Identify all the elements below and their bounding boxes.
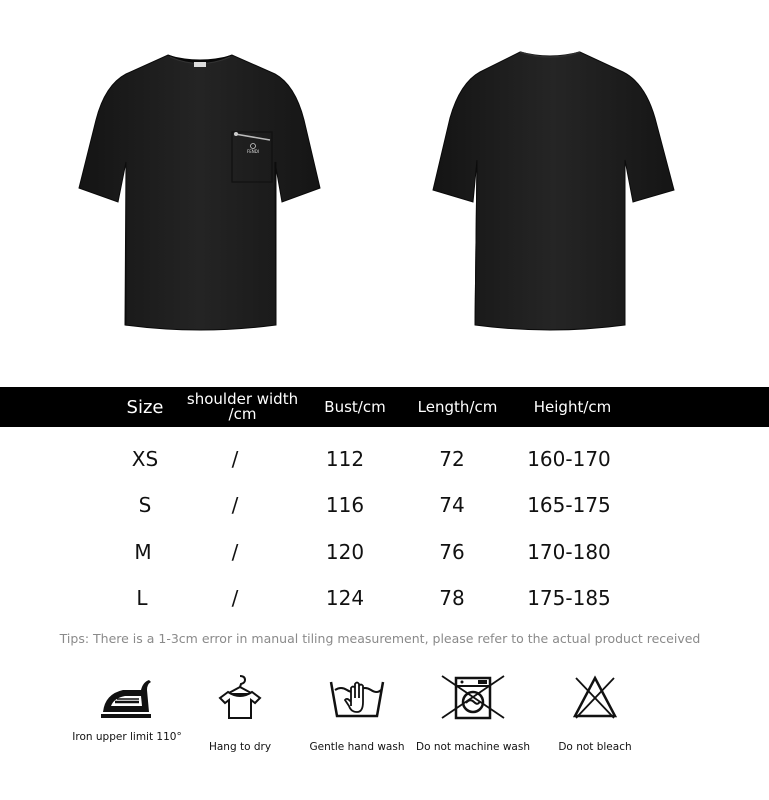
cell-shoulder: / — [231, 586, 239, 610]
iron-icon — [97, 672, 157, 720]
cell-bust: 112 — [325, 447, 365, 471]
care-label: Do not machine wash — [416, 741, 530, 753]
care-item-no-machine-wash — [413, 672, 533, 756]
cell-height: 160-170 — [527, 447, 611, 471]
pocket-logo: FENDI — [246, 149, 260, 154]
cell-length: 72 — [439, 447, 465, 471]
table-row — [0, 488, 769, 522]
care-item-hang-dry — [180, 672, 300, 756]
cell-length: 74 — [439, 493, 465, 517]
tshirt-back-image — [425, 40, 685, 340]
cell-size: S — [138, 493, 152, 517]
care-label: Iron upper limit 110° — [72, 731, 182, 743]
cell-shoulder: / — [231, 447, 239, 471]
size-table-header — [0, 387, 769, 427]
hang-dry-icon — [215, 672, 265, 722]
header-height: Height/cm — [533, 397, 612, 416]
cell-bust: 124 — [325, 586, 365, 610]
cell-bust: 116 — [325, 493, 365, 517]
cell-size: M — [134, 540, 152, 564]
cell-height: 165-175 — [527, 493, 611, 517]
header-shoulder-width: shoulder width /cm — [186, 390, 299, 423]
measurement-tips: Tips: There is a 1-3cm error in manual tiling measurement, please refer to the actual product received — [59, 631, 701, 646]
hand-wash-icon — [327, 672, 387, 722]
cell-height: 175-185 — [527, 586, 611, 610]
care-item-hand-wash — [297, 672, 417, 756]
table-row — [0, 442, 769, 476]
cell-size: XS — [131, 447, 159, 471]
cell-size: L — [136, 586, 148, 610]
header-size: Size — [126, 396, 164, 418]
cell-bust: 120 — [325, 540, 365, 564]
cell-shoulder: / — [231, 540, 239, 564]
header-bust: Bust/cm — [324, 397, 386, 416]
no-machine-wash-icon — [438, 672, 508, 722]
tshirt-front-image — [70, 40, 330, 340]
care-label: Do not bleach — [558, 741, 632, 753]
no-bleach-icon — [570, 672, 620, 722]
cell-shoulder: / — [231, 493, 239, 517]
header-length: Length/cm — [417, 397, 498, 416]
cell-height: 170-180 — [527, 540, 611, 564]
care-item-no-bleach — [535, 672, 655, 756]
care-item-iron — [67, 672, 187, 746]
cell-length: 76 — [439, 540, 465, 564]
table-row — [0, 581, 769, 615]
cell-length: 78 — [439, 586, 465, 610]
neck-tag — [194, 62, 206, 67]
care-label: Hang to dry — [208, 741, 272, 753]
care-label: Gentle hand wash — [309, 741, 405, 753]
table-row — [0, 535, 769, 569]
